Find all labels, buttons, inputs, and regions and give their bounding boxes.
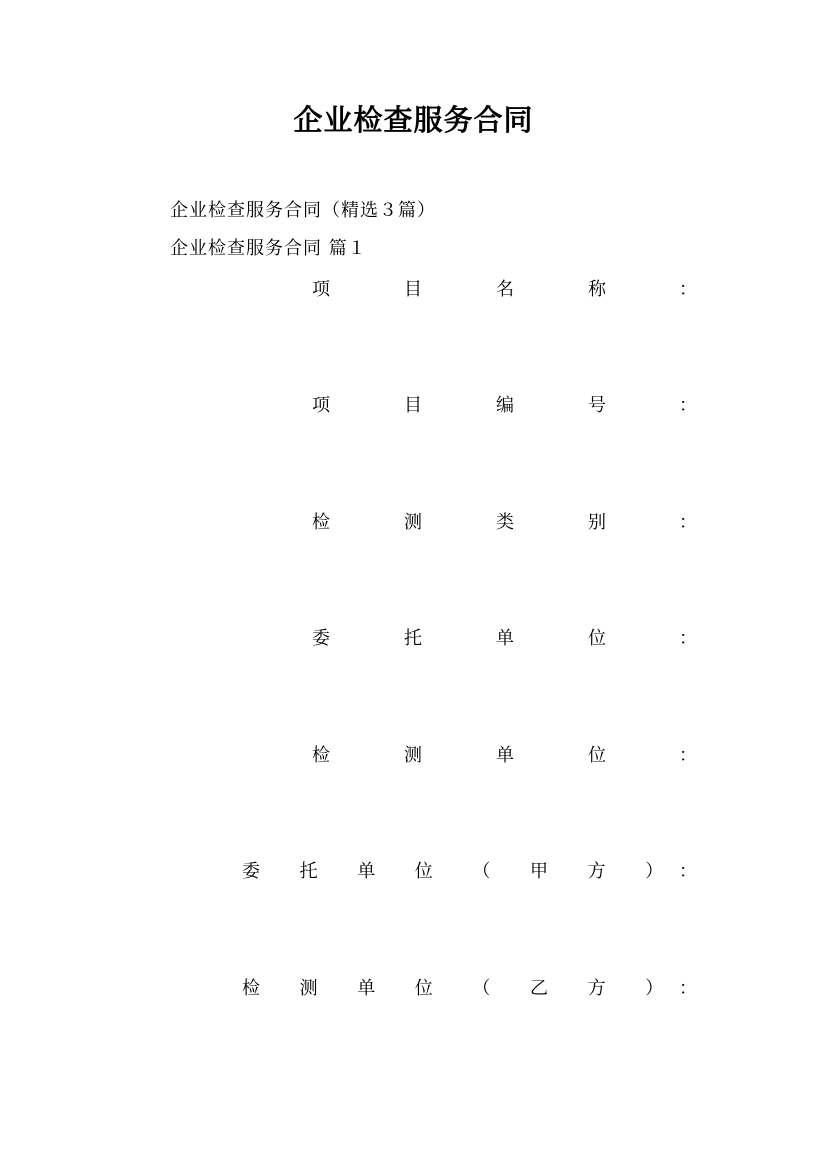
form-field-colon: ： [679, 395, 697, 416]
form-field-label-char: 名 [496, 279, 514, 300]
form-field-label-char: 测 [299, 978, 318, 999]
form-field-label-char: ） [645, 861, 664, 882]
form-field-label-char: 目 [404, 279, 422, 300]
form-field-label-char: 号 [588, 395, 606, 416]
form-field-label-char: 位 [414, 861, 433, 882]
section-heading: 企业检查服务合同 篇１ [170, 238, 367, 259]
form-field-row [0, 857, 827, 887]
form-field-label-char: ） [645, 978, 664, 999]
form-field-label-char: 目 [404, 395, 422, 416]
form-field-label-char: 委 [242, 861, 260, 882]
form-field-label-char: 甲 [530, 861, 548, 882]
form-field-label-char: 方 [587, 978, 606, 999]
form-field-label-char: 别 [588, 512, 606, 533]
form-field-label-char: 测 [404, 512, 422, 533]
document-title: 企业检查服务合同 [293, 103, 534, 137]
form-field-label-char: 托 [404, 628, 422, 649]
form-field-label-char: 方 [587, 861, 606, 882]
form-field-colon: ： [679, 861, 697, 882]
form-field-label-char: 位 [588, 745, 606, 766]
form-field-label-char: 项 [312, 395, 330, 416]
form-field-label-char: 测 [404, 745, 422, 766]
form-field-row [0, 974, 827, 1004]
form-field-colon: ： [679, 745, 697, 766]
form-field-label-char: 单 [357, 861, 376, 882]
form-field-label-char: 检 [312, 745, 330, 766]
form-field-label-char: 编 [496, 395, 514, 416]
form-field-label-char: 类 [496, 512, 514, 533]
form-field-colon: ： [679, 978, 697, 999]
form-field-row [0, 624, 827, 654]
form-field-label-char: 检 [242, 978, 260, 999]
form-field-colon: ： [679, 512, 697, 533]
form-field-label-char: （ [472, 861, 491, 882]
form-field-label-char: 位 [414, 978, 433, 999]
form-field-row [0, 508, 827, 538]
document-subtitle: 企业检查服务合同（精选３篇） [170, 200, 436, 221]
form-field-label-char: 托 [299, 861, 318, 882]
form-field-colon: ： [679, 279, 697, 300]
form-field-label-char: 位 [588, 628, 606, 649]
form-field-colon: ： [679, 628, 697, 649]
form-field-label-char: （ [472, 978, 491, 999]
form-field-row [0, 741, 827, 771]
form-field-row [0, 391, 827, 421]
form-field-label-char: 委 [312, 628, 330, 649]
form-field-label-char: 检 [312, 512, 330, 533]
form-field-label-char: 项 [312, 279, 330, 300]
form-field-label-char: 单 [496, 745, 514, 766]
form-field-label-char: 乙 [530, 978, 548, 999]
form-field-row [0, 275, 827, 305]
form-field-label-char: 单 [496, 628, 514, 649]
form-field-label-char: 单 [357, 978, 376, 999]
form-field-label-char: 称 [588, 279, 606, 300]
